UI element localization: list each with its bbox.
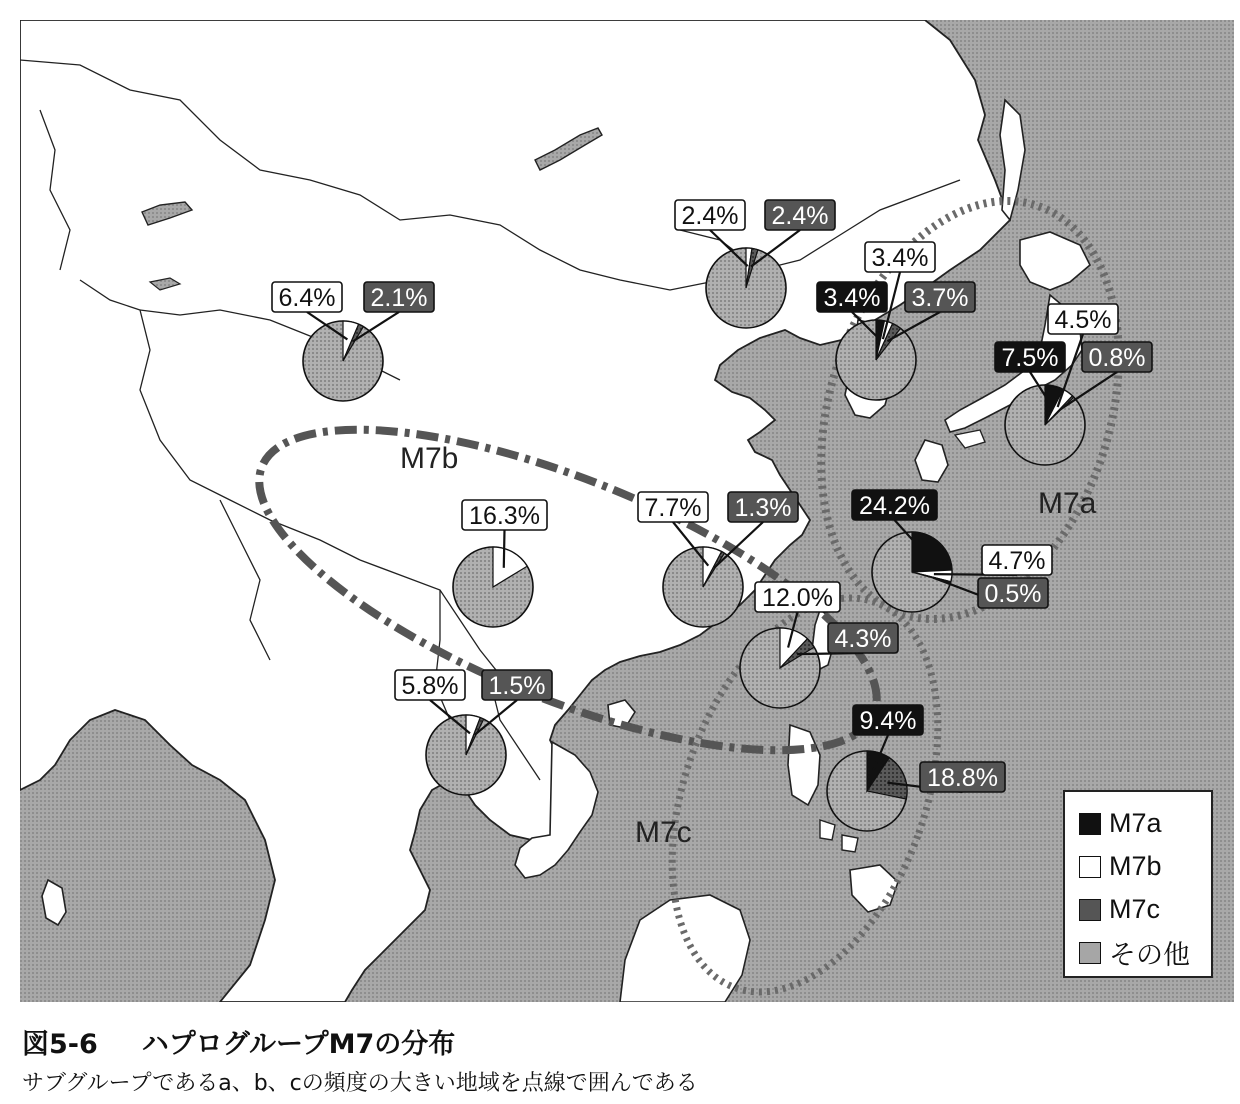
value-label-m7b: 12.0% bbox=[762, 584, 833, 612]
value-label-m7b: 3.4% bbox=[871, 244, 929, 272]
value-label-m7c: 4.3% bbox=[834, 625, 892, 653]
value-label-m7c: 0.8% bbox=[1088, 344, 1146, 372]
figure-title bbox=[22, 1022, 455, 1061]
region-label-m7c: M7c bbox=[635, 816, 692, 849]
value-label-m7c: 0.5% bbox=[984, 580, 1042, 608]
legend-label: M7c bbox=[1109, 894, 1161, 924]
legend-swatch-m7c bbox=[1079, 899, 1101, 921]
value-label-m7c: 1.5% bbox=[488, 672, 546, 700]
value-label-m7b: 2.4% bbox=[681, 202, 739, 230]
haplogroup-map bbox=[20, 20, 1234, 1002]
value-label-m7a: 9.4% bbox=[859, 707, 917, 735]
value-label-m7a: 7.5% bbox=[1001, 344, 1059, 372]
value-label-m7c: 3.7% bbox=[911, 284, 969, 312]
figure-caption: サブグループであるa、b、cの頻度の大きい地域を点線で囲んである bbox=[22, 1071, 698, 1096]
value-label-m7b: 16.3% bbox=[469, 502, 540, 530]
value-label-m7c: 2.4% bbox=[771, 202, 829, 230]
value-label-m7b: 5.8% bbox=[401, 672, 459, 700]
figure-title-text: ハプログループM7の分布 bbox=[141, 1029, 456, 1060]
legend-label: M7a bbox=[1109, 808, 1162, 838]
legend-label: その他 bbox=[1109, 940, 1190, 970]
legend bbox=[1063, 790, 1213, 978]
label-leader-line bbox=[504, 530, 505, 568]
legend-item-other bbox=[1079, 931, 1211, 974]
legend-swatch-m7b bbox=[1079, 856, 1101, 878]
value-label-m7a: 3.4% bbox=[823, 284, 881, 312]
value-label-m7c: 18.8% bbox=[927, 764, 998, 792]
value-label-m7b: 7.7% bbox=[644, 494, 702, 522]
figure-number: 図5-6 bbox=[22, 1029, 98, 1060]
legend-label: M7b bbox=[1109, 851, 1162, 881]
value-label-m7c: 1.3% bbox=[734, 494, 792, 522]
value-label-m7b: 4.5% bbox=[1054, 306, 1112, 334]
legend-item-m7c bbox=[1079, 888, 1211, 931]
legend-swatch-m7a bbox=[1079, 813, 1101, 835]
value-label-m7c: 2.1% bbox=[370, 284, 428, 312]
value-label-m7b: 4.7% bbox=[988, 547, 1046, 575]
legend-item-m7a bbox=[1079, 802, 1211, 845]
region-label-m7a: M7a bbox=[1038, 487, 1097, 520]
map-frame bbox=[20, 20, 1234, 1002]
legend-item-m7b bbox=[1079, 845, 1211, 888]
value-label-m7b: 6.4% bbox=[278, 284, 336, 312]
region-label-m7b: M7b bbox=[400, 442, 459, 475]
value-label-m7a: 24.2% bbox=[859, 492, 930, 520]
legend-swatch-other bbox=[1079, 942, 1101, 964]
